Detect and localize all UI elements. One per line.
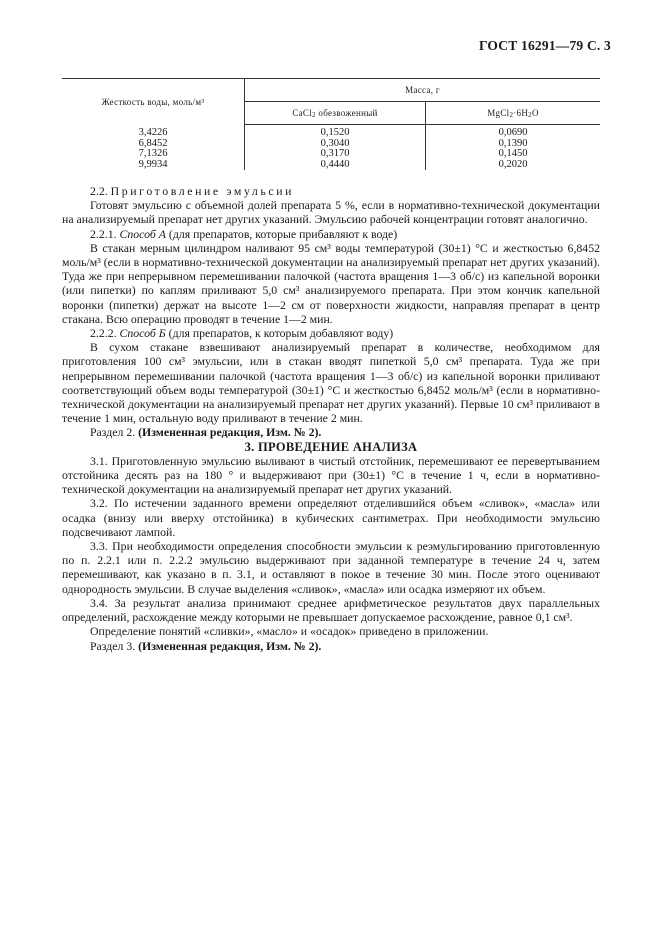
- clause-3-2: 3.2. По истечении заданного времени определяют отделившийся объем «сливок», «масла» или осадка (внизу или вверху отстойника) в кубических сантиметрах. При необходимости эмульсию подсвечивают лампой.: [62, 496, 600, 539]
- col-hardness-header: Жесткость воды, моль/м³: [62, 79, 245, 125]
- cell-cacl2: 0,3170: [245, 149, 426, 160]
- clause-2-2-title: Приготовление эмульсии: [110, 184, 295, 198]
- cell-hardness: 9,9934: [62, 160, 245, 171]
- section-2-amendment: Раздел 2. (Измененная редакция, Изм. № 2).: [90, 425, 322, 440]
- cell-mgcl2: 0,1450: [498, 148, 528, 159]
- section-3-amendment: Раздел 3. (Измененная редакция, Изм. № 2).: [90, 638, 322, 653]
- clause-3-3: 3.3. При необходимости определения способности эмульсии к реэмульгированию приготовленную по п. 2.2.1 или п. 2.2.2 эмульсию выдерживают при заданной температуре в течение 24 ч, затем перемешивают, как указано в п. 3.1, и оставляют в покое в течение 30 мин. После этого оценивают однородность эмульсии. В случае выделения «сливок», «масла» или осадка измеряют их объем.: [62, 539, 600, 596]
- cell-cacl2: 0,3040: [245, 139, 426, 150]
- clause-2-2-1-heading: 2.2.1. Способ А (для препаратов, которые прибавляют к воде): [90, 226, 398, 241]
- method-a-label: Способ А: [119, 226, 166, 241]
- cell-cacl2: 0,1520: [245, 125, 426, 139]
- col-mass-header: Масса, г: [245, 79, 601, 102]
- hardness-mass-table: [62, 78, 600, 170]
- method-b-label: Способ Б: [119, 326, 166, 341]
- clause-3-1: 3.1. Приготовленную эмульсию выливают в чистый отстойник, перемешивают ее перевертыванием отстойника десять раз на 180 ° и выдерживают при (30±1) °С в течение 1 ч, если в нормативно-технической документации на анализируемый препарат нет других указаний.: [62, 453, 600, 497]
- table-row: [62, 160, 600, 171]
- cell-cacl2: 0,4440: [245, 160, 426, 171]
- definitions-note: Определение понятий «сливки», «масло» и «осадок» приведено в приложении.: [90, 624, 489, 639]
- col-cacl2-header: CaCl2 обезвоженный: [245, 102, 426, 125]
- cell-hardness: 7,1326: [62, 149, 245, 160]
- section-3-title: 3. ПРОВЕДЕНИЕ АНАЛИЗА: [244, 439, 418, 454]
- cell-mgcl2: 0,1390: [498, 137, 528, 149]
- cell-hardness: 3,4226: [62, 125, 245, 139]
- table-row: [62, 125, 600, 139]
- page-header: ГОСТ 16291—79 С. 3: [478, 38, 611, 53]
- clause-2-2-1-body: В стакан мерным цилиндром наливают 95 см³ воды температурой (30±1) °С и жесткостью 6,8452 моль/м³ (если в нормативно-технической документации на анализируемый препарат нет других указаний). Туда же при непрерывном перемешивании палочкой (частота вращения 1—3 об/с) из капельной воронки (или пипетки) по каплям приливают 5,0 см³ анализируемого препарата. При этом кончик капельной воронки (пипетки) держат на высоте 1—2 см от поверхности жидкости, направляя препарат в центр стакана. Всю операцию проводят в течение 1—2 мин.: [62, 240, 600, 326]
- clause-2-2-heading: 2.2. Приготовление эмульсии: [90, 184, 295, 198]
- cell-hardness: 6,8452: [62, 139, 245, 150]
- col-mgcl2-header: MgCl2·6H2O: [426, 102, 601, 125]
- document-body: [62, 184, 600, 653]
- clause-2-2-body: Готовят эмульсию с объемной долей препарата 5 %, если в нормативно-технической документации на анализируемый препарат нет других указаний. Эмульсию рабочей концентрации готовят аналогично.: [62, 198, 600, 227]
- clause-2-2-2-body: В сухом стакане взвешивают анализируемый препарат в количестве, необходимом для приготовления 100 см³ эмульсии, или в стакан вводят пипеткой 5,0 см³ препарата. Туда же при непрерывном перемешивании палочкой (частота вращения 1—3 об/с) из капельной воронки приливают соответствующий объем воды температурой (30±1) °С и жесткостью 6,8452 моль/м³ (если в нормативно-технической документации на анализируемый препарат нет других указаний). Первые 10 см³ приливают в течение 1 мин, остальную воду приливают в течение 2 мин.: [62, 340, 600, 426]
- cell-mgcl2: 0,2020: [498, 158, 528, 170]
- table-row: [62, 149, 600, 160]
- clause-3-4: 3.4. За результат анализа принимают среднее арифметическое результатов двух параллельных определений, расхождение между которыми не превышает допускаемое расхождение, равное 0,1 см³.: [62, 595, 600, 625]
- cell-mgcl2: 0,0690: [498, 127, 528, 138]
- clause-2-2-2-heading: 2.2.2. Способ Б (для препаратов, к которым добавляют воду): [90, 326, 394, 341]
